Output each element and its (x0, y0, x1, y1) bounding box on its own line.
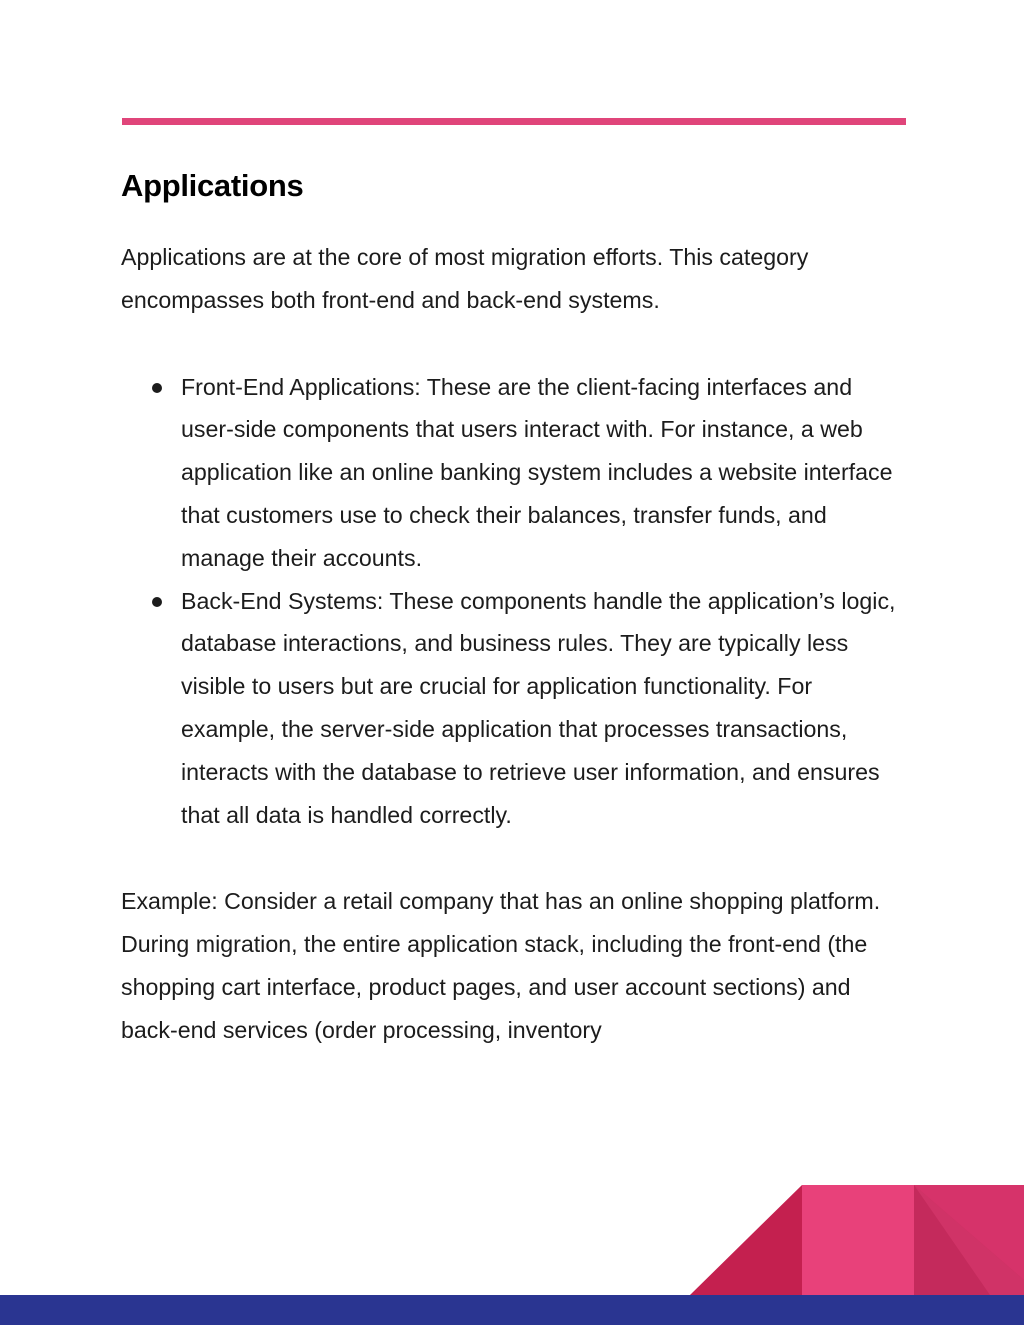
section-heading: Applications (121, 168, 304, 203)
bullet-list (121, 366, 911, 837)
list-item-text: Back-End Systems: These components handle the application’s logic, database interactions, and business rules. They are typically less visible to users but are crucial for application functionality. For example, the server-side application that processes transactions, interacts with the database to retrieve user information, and ensures that all data is handled correctly. (181, 587, 896, 828)
footer-band (0, 1295, 1024, 1325)
list-item-text: Front-End Applications: These are the client-facing interfaces and user-side components that users interact with. For instance, a web application like an online banking system includes a website interface that customers use to check their balances, transfer funds, and manage their accounts. (181, 373, 893, 571)
section-body (121, 236, 911, 1052)
corner-block-pink (802, 1185, 914, 1295)
example-paragraph: Example: Consider a retail company that has an online shopping platform. During migration, the entire application stack, including the front-end (the shopping cart interface, product pages, and user account sections) and back-end services (order processing, inventory (121, 888, 881, 1043)
list-item (121, 366, 911, 580)
corner-decoration (690, 1185, 1024, 1295)
bullet-dot-icon (152, 383, 162, 393)
intro-paragraph: Applications are at the core of most migration efforts. This category encompasses both front-end and back-end systems. (121, 244, 809, 313)
corner-triangle-crimson (690, 1185, 802, 1295)
header-accent-rule (122, 118, 906, 125)
bullet-dot-icon (152, 597, 162, 607)
list-item (121, 580, 911, 837)
